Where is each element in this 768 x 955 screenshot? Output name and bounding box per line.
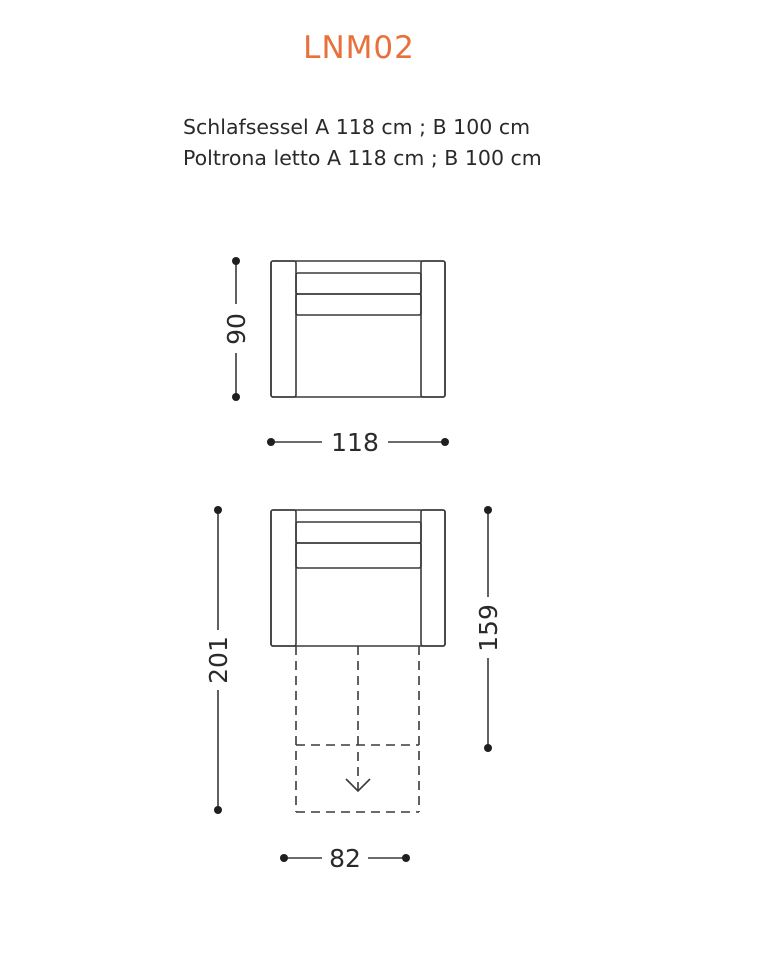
extended-bed-outline [296,646,419,812]
subtitle-line-german: Schlafsessel A 118 cm ; B 100 cm [183,115,531,139]
dimension-endpoints [214,257,492,862]
armchair-top-view [271,261,445,397]
armchair-bed-view [271,510,445,646]
subtitle-line-italian: Poltrona letto A 118 cm ; B 100 cm [183,146,542,170]
dim-label-159: 159 [474,604,503,652]
dim-label-82: 82 [329,844,361,873]
dim-label-201: 201 [204,636,233,684]
dim-label-118: 118 [331,428,379,457]
product-code-title: LNM02 [303,30,415,66]
dim-label-90: 90 [222,313,251,345]
